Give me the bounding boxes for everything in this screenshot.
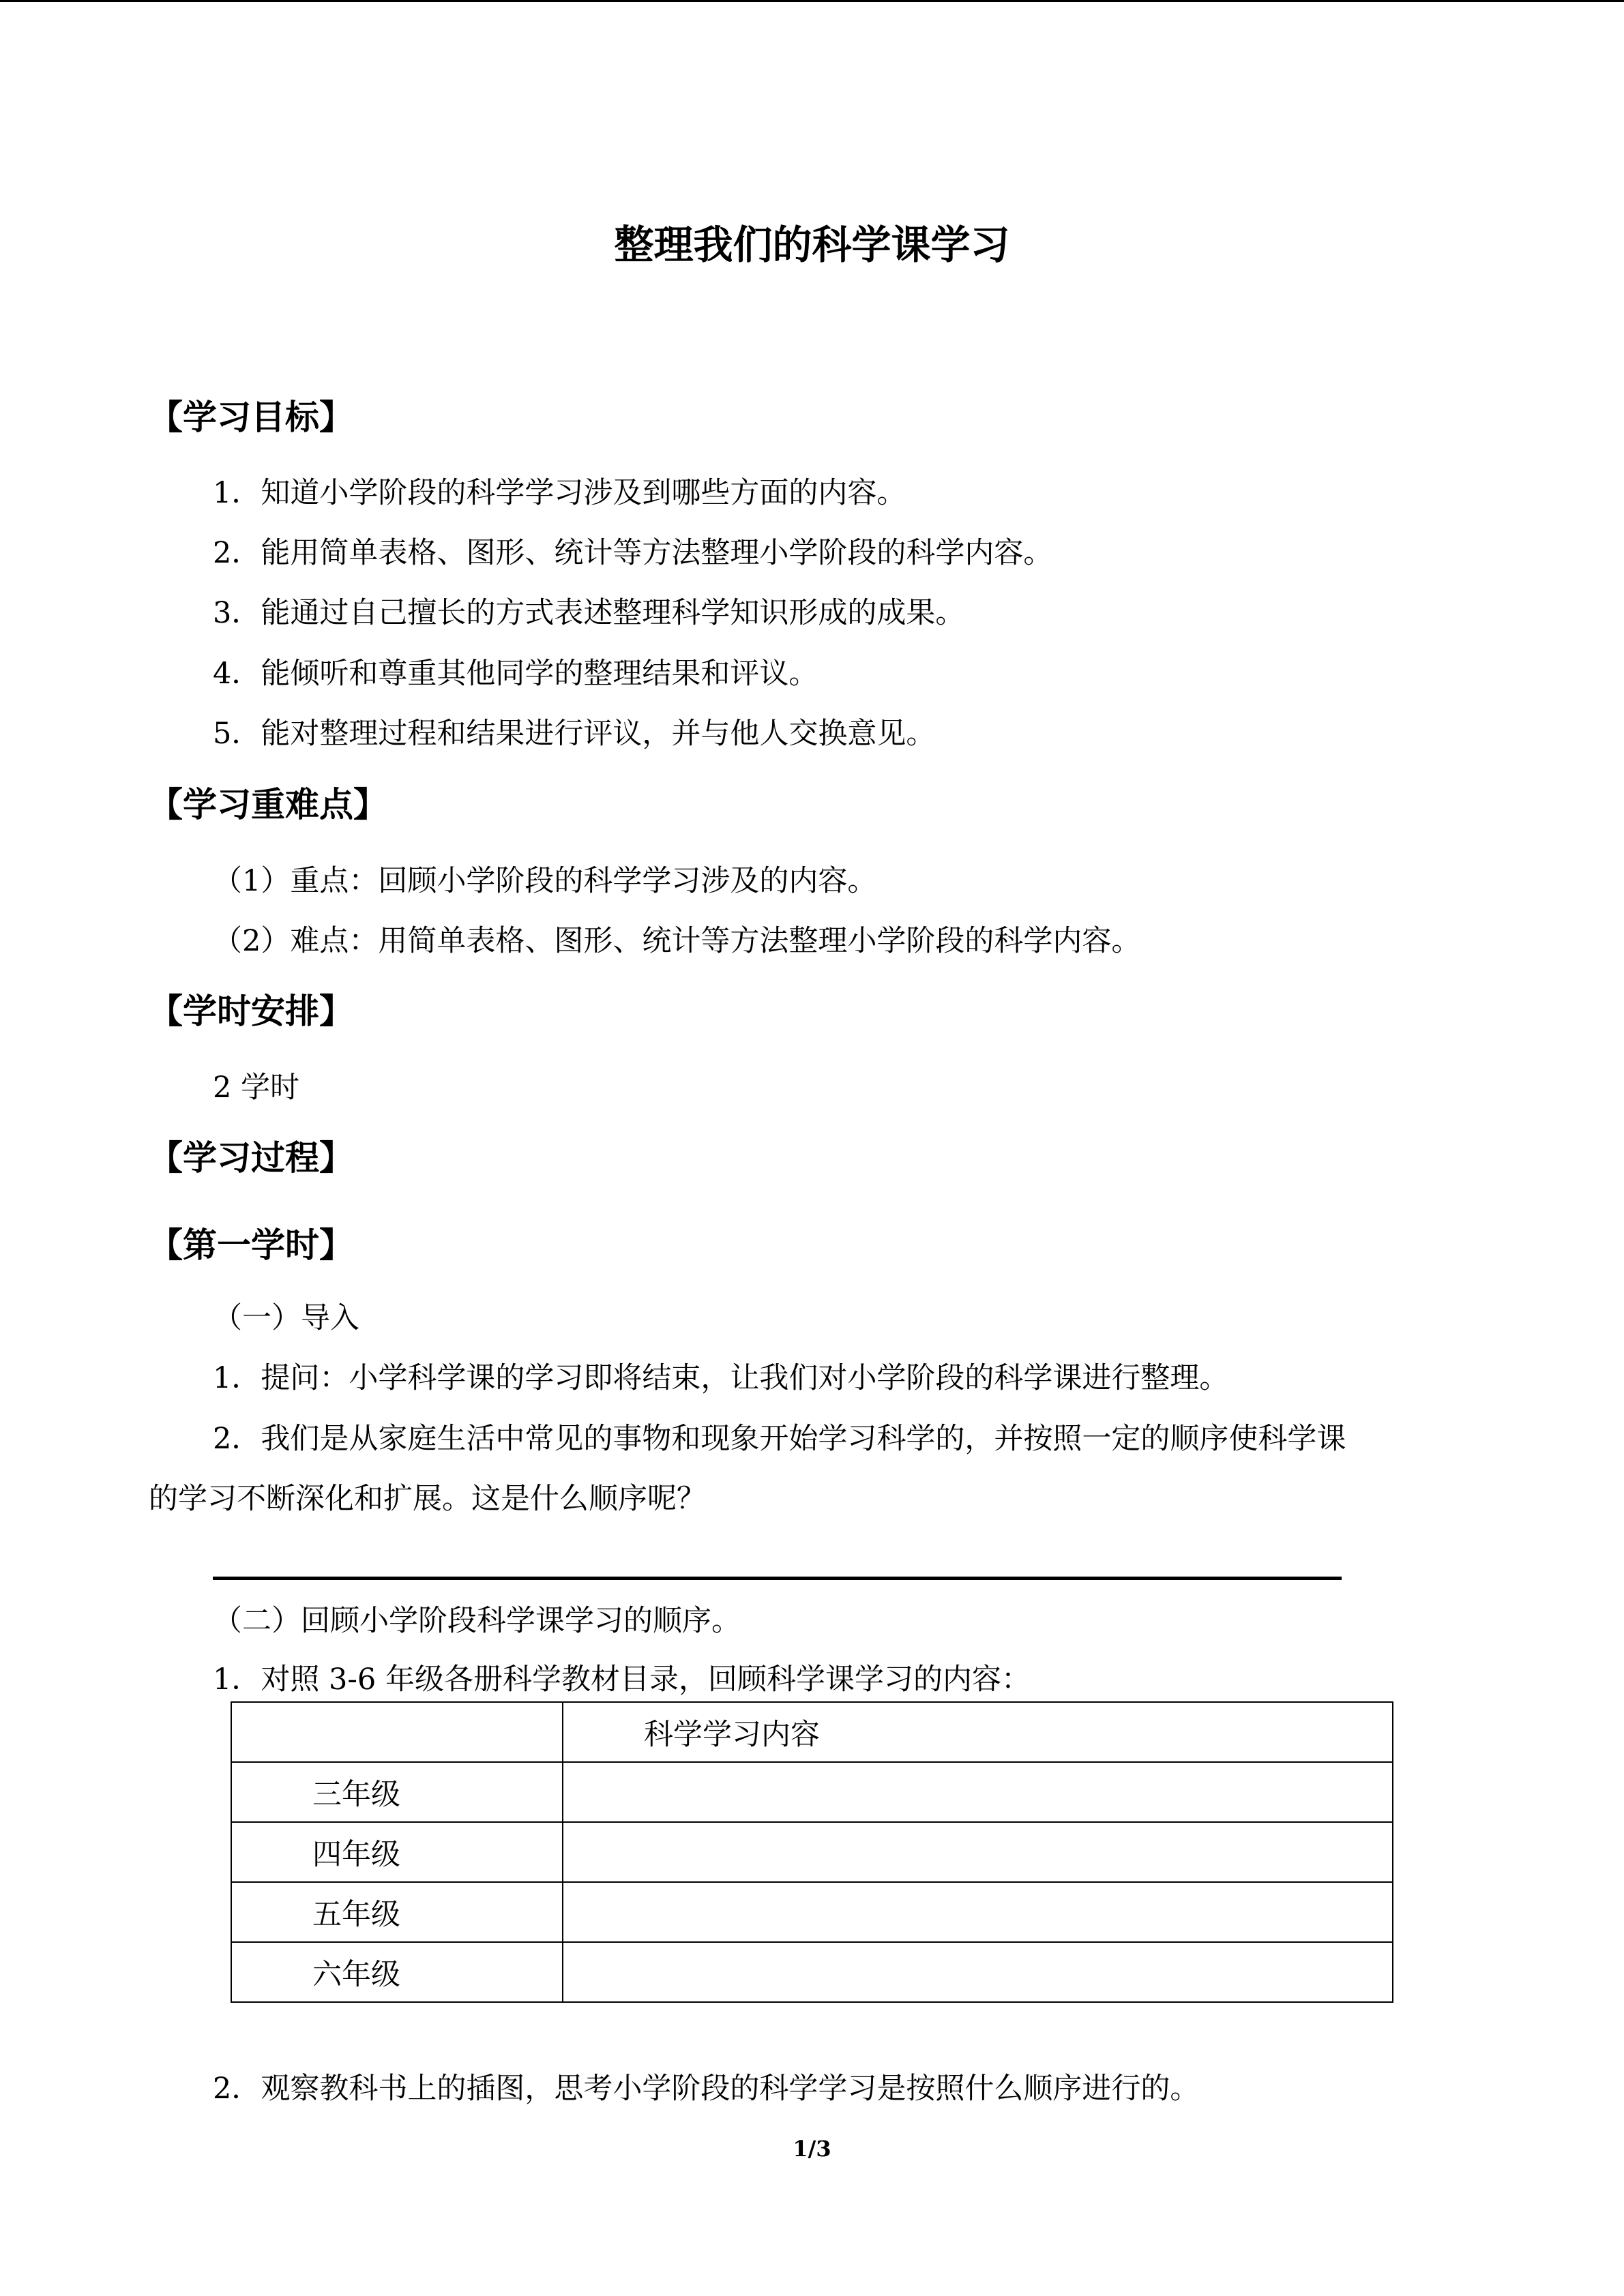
grade-cell: 三年级 bbox=[231, 1762, 563, 1822]
review-item: 2．观察教科书上的插图，思考小学阶段的科学学习是按照什么顺序进行的。 bbox=[213, 2072, 1200, 2106]
objective-item: 1．知道小学阶段的科学学习涉及到哪些方面的内容。 bbox=[213, 476, 906, 510]
table-row bbox=[231, 1882, 1393, 1942]
grade-cell: 四年级 bbox=[231, 1822, 563, 1882]
objective-item: 5．能对整理过程和结果进行评议，并与他人交换意见。 bbox=[213, 717, 936, 751]
table-header-cell bbox=[231, 1702, 563, 1762]
heading-first-period: 【第一学时】 bbox=[149, 1225, 353, 1265]
key-point-item: （2）难点：用简单表格、图形、统计等方法整理小学阶段的科学内容。 bbox=[213, 924, 1141, 958]
objective-item: 3．能通过自己擅长的方式表述整理科学知识形成的成果。 bbox=[213, 596, 965, 630]
page-title: 整理我们的科学课学习 bbox=[614, 222, 1010, 268]
objective-item: 2．能用简单表格、图形、统计等方法整理小学阶段的科学内容。 bbox=[213, 536, 1053, 570]
intro-item: 1．提问：小学科学课的学习即将结束，让我们对小学阶段的科学课进行整理。 bbox=[213, 1361, 1229, 1395]
heading-objectives: 【学习目标】 bbox=[149, 398, 353, 437]
heading-process: 【学习过程】 bbox=[149, 1138, 353, 1178]
table-row bbox=[231, 1762, 1393, 1822]
key-point-item: （1）重点：回顾小学阶段的科学学习涉及的内容。 bbox=[213, 864, 877, 898]
table-header-cell: 科学学习内容 bbox=[563, 1702, 1393, 1762]
heading-schedule: 【学时安排】 bbox=[149, 992, 353, 1031]
page-top-border bbox=[0, 0, 1624, 2]
grade-content-table bbox=[231, 1701, 1393, 2003]
answer-line bbox=[213, 1577, 1342, 1580]
grade-cell: 五年级 bbox=[231, 1882, 563, 1942]
grade-cell: 六年级 bbox=[231, 1942, 563, 2002]
review-label: （二）回顾小学阶段科学课学习的顺序。 bbox=[213, 1604, 741, 1638]
intro-label: （一）导入 bbox=[213, 1301, 359, 1335]
content-cell bbox=[563, 1762, 1393, 1822]
heading-key-points: 【学习重难点】 bbox=[149, 785, 387, 824]
content-cell bbox=[563, 1942, 1393, 2002]
content-cell bbox=[563, 1822, 1393, 1882]
objective-item: 4．能倾听和尊重其他同学的整理结果和评议。 bbox=[213, 657, 818, 691]
intro-item: 2．我们是从家庭生活中常见的事物和现象开始学习科学的，并按照一定的顺序使科学课 bbox=[213, 1422, 1346, 1456]
table-header-row bbox=[231, 1702, 1393, 1762]
intro-item-continued: 的学习不断深化和扩展。这是什么顺序呢？ bbox=[149, 1482, 706, 1516]
review-item: 1．对照 3-6 年级各册科学教材目录，回顾科学课学习的内容： bbox=[213, 1663, 1031, 1697]
table-row bbox=[231, 1822, 1393, 1882]
content-cell bbox=[563, 1882, 1393, 1942]
page-number: 1/3 bbox=[793, 2136, 831, 2162]
schedule-text: 2 学时 bbox=[213, 1071, 300, 1105]
table-row bbox=[231, 1942, 1393, 2002]
